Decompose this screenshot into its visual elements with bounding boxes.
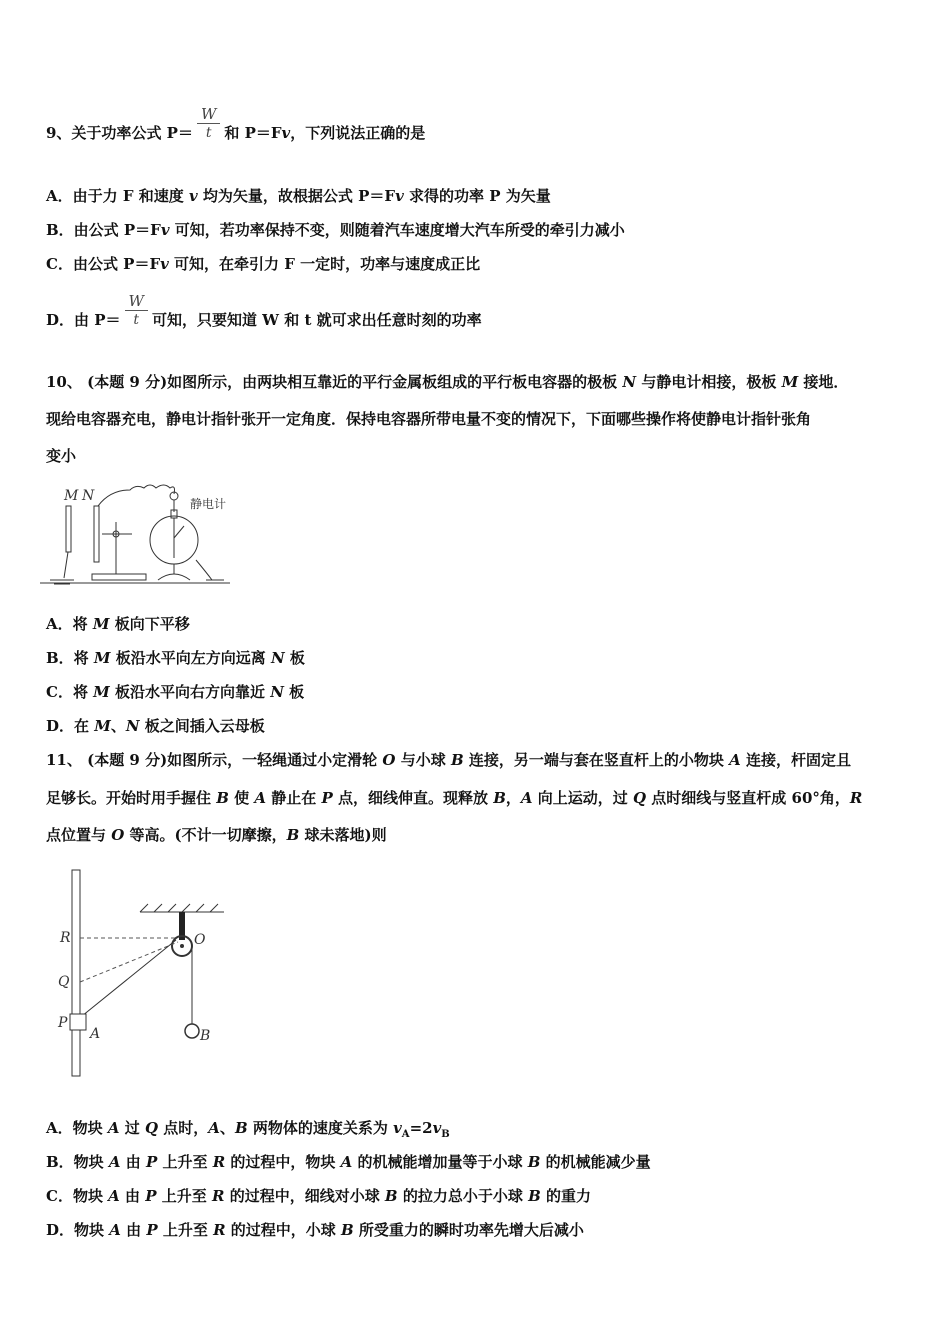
q9-option-b: B．由公式 P＝Fv 可知，若功率保持不变，则随着汽车速度增大汽车所受的牵引力减小	[46, 221, 625, 239]
q9-option-d: D．由 P＝ $\frac{W}{t}$ 可知，只要知道 W 和 t 就可求出任意时刻的功率	[46, 291, 482, 329]
q11-stem-line1: 11、 (本题 9 分)如图所示，一轻绳通过小定滑轮 O 与小球 B 连接，另一端与套在竖直杆上的小物块 A 连接，杆固定且	[46, 751, 851, 769]
q10-option-d: D．在 M、N 板之间插入云母板	[46, 717, 265, 735]
connecting-wire	[98, 485, 175, 506]
plate-M	[66, 506, 71, 552]
q10-option-b: B．将 M 板沿水平向左方向远离 N 板	[46, 649, 305, 667]
q11-option-d: D．物块 A 由 P 上升至 R 的过程中，小球 B 所受重力的瞬时功率先增大后减小	[46, 1221, 584, 1239]
label-Q: Q	[58, 974, 70, 990]
rope-to-A	[82, 940, 176, 1016]
q9-stem: 9、关于功率公式 P＝ $\frac{W}{t}$ 和 P＝Fv，下列说法正确的是	[46, 104, 426, 142]
label-N: N	[82, 488, 95, 504]
electroscope-needle	[174, 526, 184, 538]
capacitor-electroscope-figure	[40, 482, 240, 594]
q11-stem-line3: 点位置与 O 等高。(不计一切摩擦，B 球未落地)则	[46, 826, 387, 844]
q10-option-a: A．将 M 板向下平移	[46, 615, 190, 633]
label-electroscope: 静电计	[190, 497, 227, 511]
label-R: R	[60, 930, 71, 946]
q9-option-a: A．由于力 F 和速度 v 均为矢量，故根据公式 P＝Fv 求得的功率 P 为矢量	[46, 187, 551, 205]
fraction-w-over-t: $\frac{W}{t}$	[125, 292, 148, 329]
q10-stem-line2: 现给电容器充电，静电计指针张开一定角度．保持电容器所带电量不变的情况下，下面哪些操作将使静电计指针张角	[46, 410, 812, 428]
label-M: M	[64, 488, 79, 504]
pulley-rod-figure	[52, 866, 242, 1082]
label-A: A	[90, 1026, 101, 1042]
label-O: O	[194, 932, 206, 948]
plate-N	[94, 506, 99, 562]
q10-stem-line1: 10、 (本题 9 分)如图所示，由两块相互靠近的平行金属板组成的平行板电容器的极板 N 与静电计相接，极板 M 接地．	[46, 373, 849, 391]
q11-stem-line2: 足够长。开始时用手握住 B 使 A 静止在 P 点，细线伸直。现释放 B，A 向上运动，过 Q 点时细线与竖直杆成 60°角，R	[46, 789, 863, 807]
block-A	[70, 1014, 86, 1030]
stand-base	[92, 574, 146, 580]
label-B: B	[200, 1028, 211, 1044]
q10-option-c: C．将 M 板沿水平向右方向靠近 N 板	[46, 683, 305, 701]
fraction-w-over-t: $\frac{W}{t}$	[197, 105, 220, 142]
vertical-rod	[72, 870, 80, 1076]
ground-wire-M	[64, 552, 68, 578]
q10-stem-line3: 变小	[46, 447, 77, 465]
q9-option-c: C．由公式 P＝Fv 可知，在牵引力 F 一定时，功率与速度成正比	[46, 255, 481, 273]
q11-option-c: C．物块 A 由 P 上升至 R 的过程中，细线对小球 B 的拉力总小于小球 B 的重力	[46, 1187, 591, 1205]
q11-option-b: B．物块 A 由 P 上升至 R 的过程中，物块 A 的机械能增加量等于小球 B 的机械能减少量	[46, 1153, 651, 1171]
ball-B	[185, 1024, 199, 1038]
label-P: P	[58, 1015, 68, 1031]
q11-option-a: A．物块 A 过 Q 点时，A、B 两物体的速度关系为 $v_A=2v_B$	[46, 1119, 450, 1140]
